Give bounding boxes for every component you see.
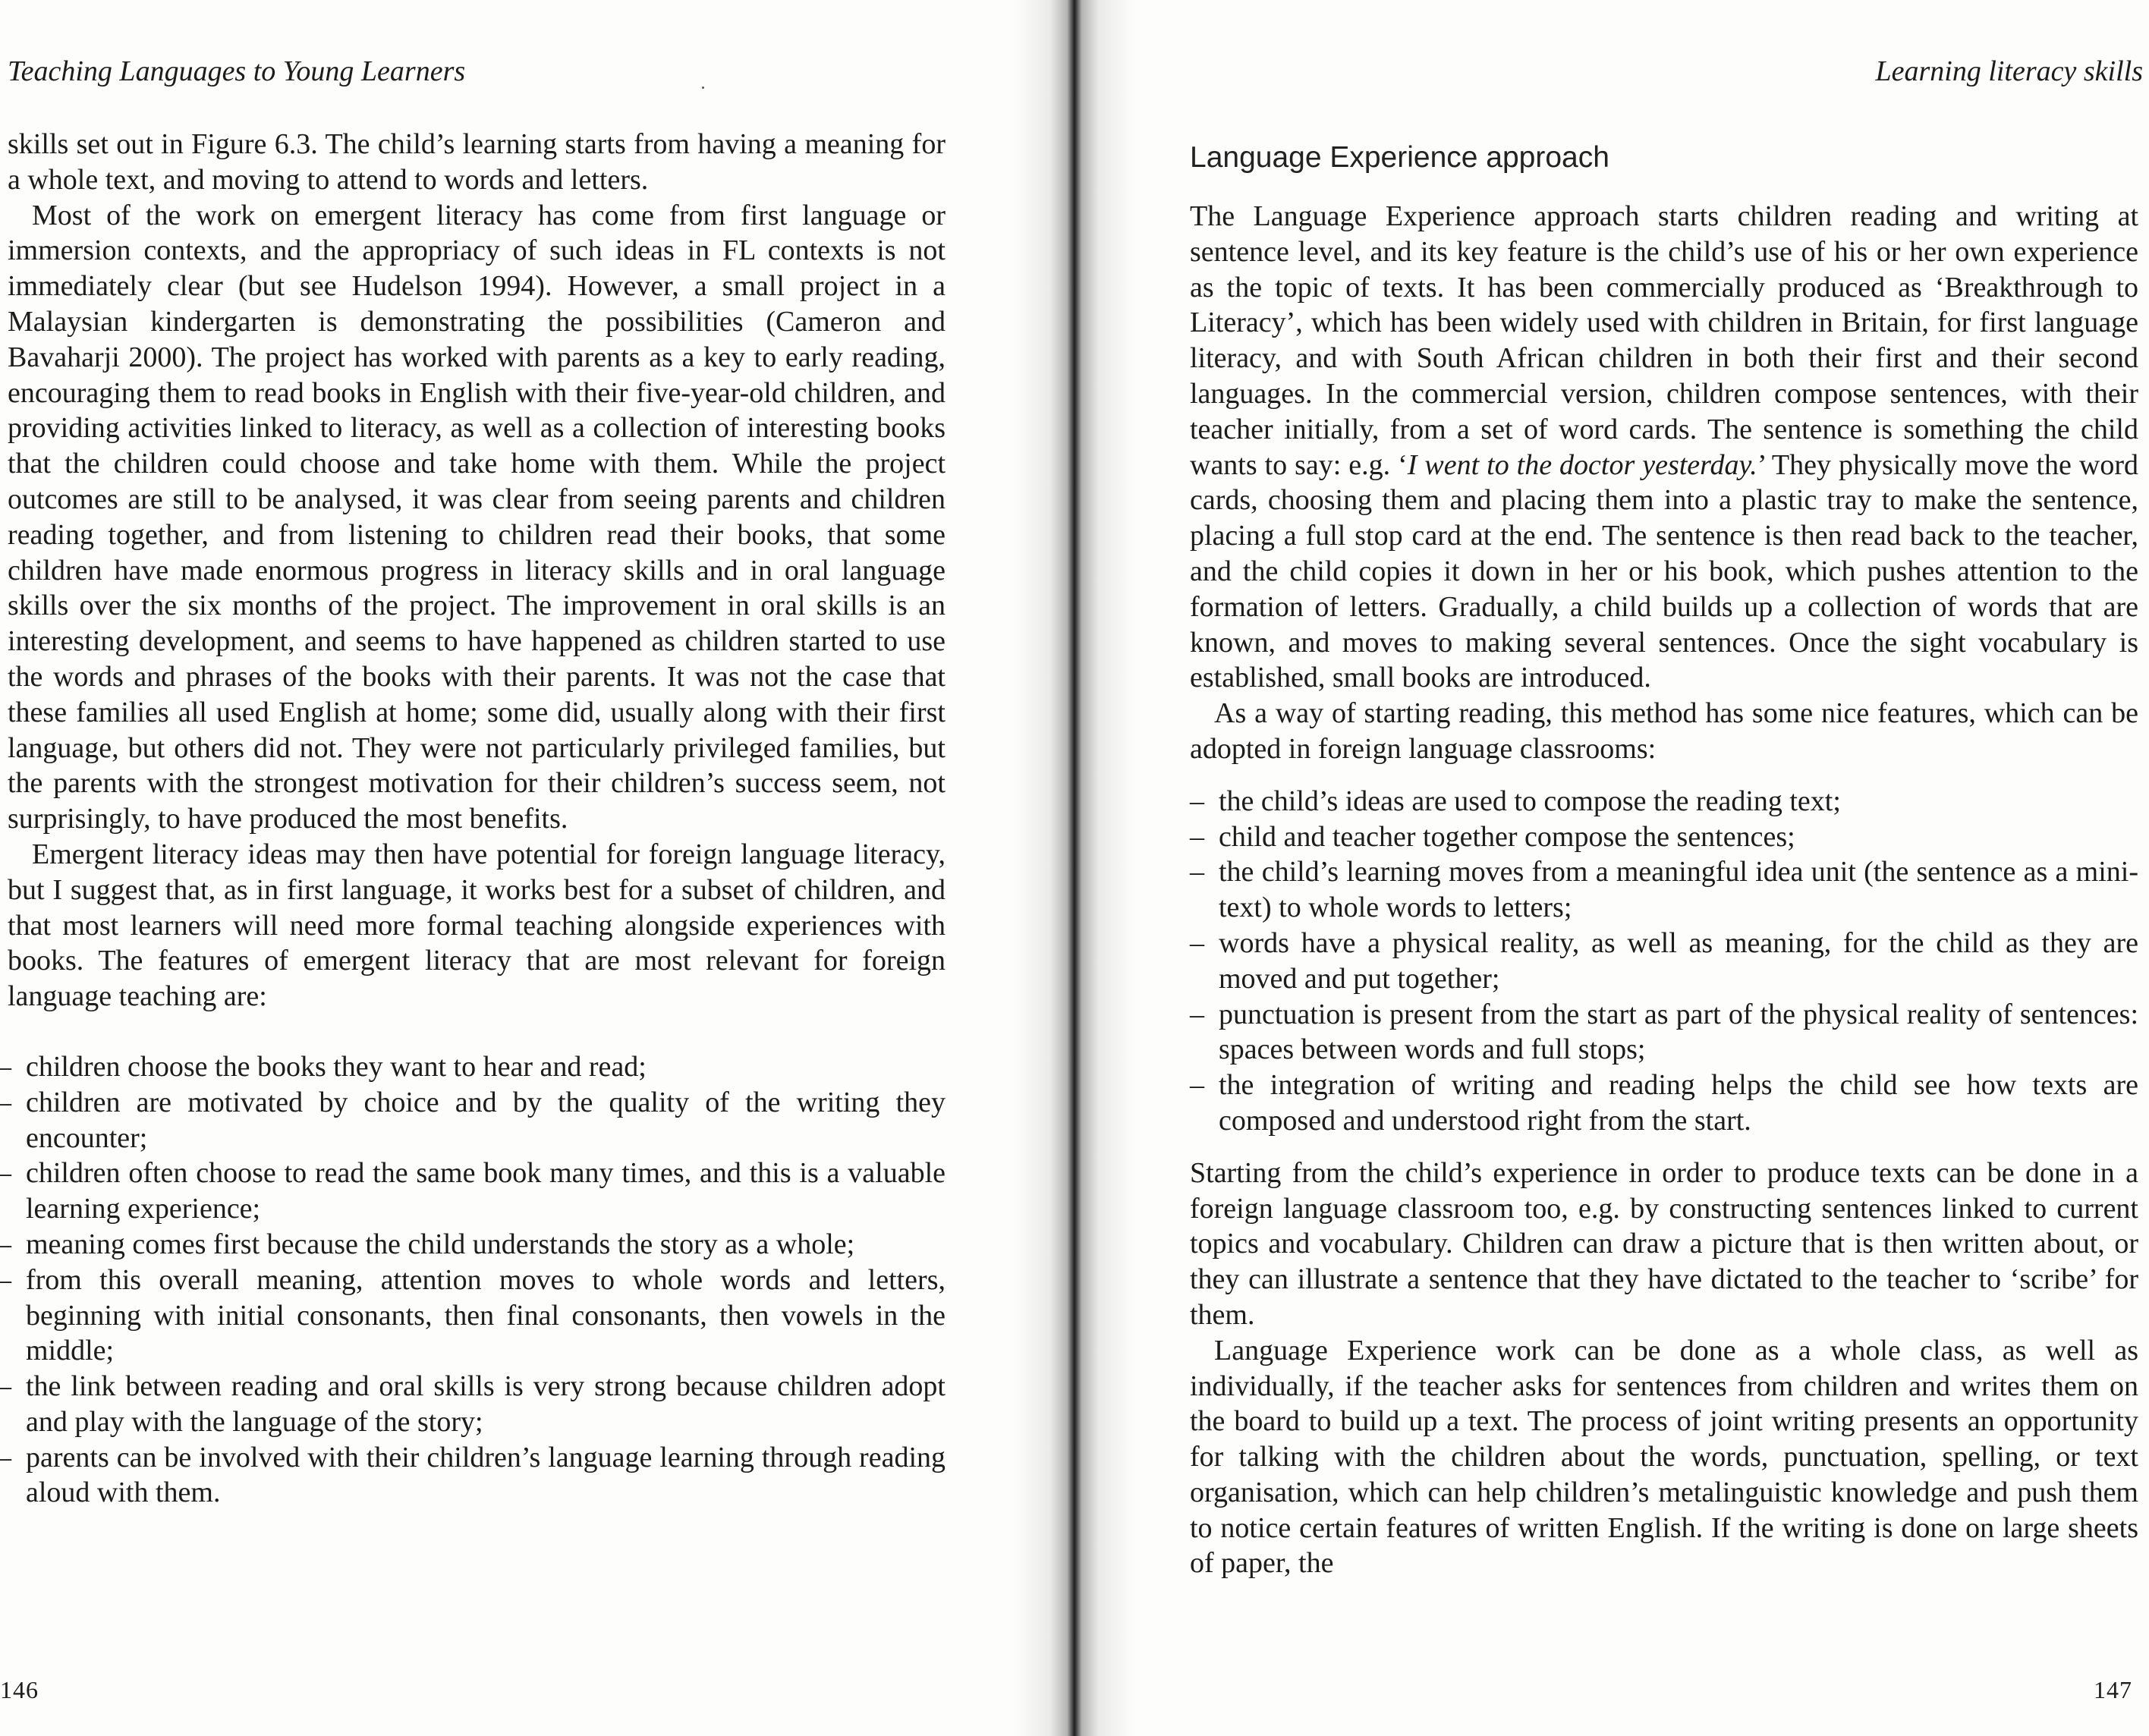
list-item: – from this overall meaning, attention moves to whole words and letters, beginning with initial consonants, then final consonants, then vowels in the middle; [0,1263,945,1369]
book-gutter [1014,0,1135,1736]
left-page-body [8,127,945,1511]
list-item: – the child’s ideas are used to compose the reading text; [1190,784,2138,819]
right-page-body [1190,199,2138,1581]
list-item: – meaning comes first because the child understands the story as a whole; [0,1227,945,1263]
paragraph-text: The Language Experience approach starts children reading and writing at sentence level, and its key feature is the child’s use of his or her own experience as the topic of texts. It has been commercially produced as ‘Breakthrough to Literacy’, which has been widely used with children in Britain, for first language literacy, and with South African children in both their first and their second languages. In the commercial version, children compose sentences, with their teacher initially, from a set of word cards. The sentence is something the child wants to say: e.g. ‘ [1190,200,2138,481]
paragraph: Starting from the child’s experience in order to produce texts can be done in a foreign language classroom too, e.g. by constructing sentences linked to current topics and vocabulary. Children can draw a picture that is then written about, or they can illustrate a sentence that they have dictated to the teacher to ‘scribe’ for them. [1190,1156,2138,1331]
paragraph: Emergent literacy ideas may then have potential for foreign language literacy, but I suggest that, as in first language, it works best for a subset of children, and that most learners will need more formal teaching alongside experiences with books. The features of emergent literacy that are most relevant for foreign language teaching are: [8,838,945,1013]
section-heading: Language Experience approach [1190,141,1609,174]
print-speck [702,86,704,89]
list-item: – children are motivated by choice and by the quality of the writing they encounter; [0,1085,945,1156]
list-item: – children often choose to read the same book many times, and this is a valuable learning experience; [0,1156,945,1227]
page-number-right: 147 [2094,1676,2132,1703]
list-item: – the child’s learning moves from a meaningful idea unit (the sentence as a mini-text) to whole words to letters; [1190,854,2138,926]
paragraph-continuation: skills set out in Figure 6.3. The child’s learning starts from having a meaning for a whole text, and moving to attend to words and letters. [8,128,945,196]
example-sentence: I went to the doctor yesterday. [1407,448,1757,481]
paragraph: Language Experience work can be done as a whole class, as well as individually, if the teacher asks for sentences from children and writes them on the board to build up a text. The process of joint writing presents an opportunity for talking with the children about the words, punctuation, spelling, or text organisation, which can help children’s metalinguistic knowledge and push them to notice certain features of written English. If the writing is done on large sheets of paper, the [1190,1334,2138,1580]
paragraph [1190,199,2138,696]
running-head-right: Learning literacy skills [1875,55,2143,87]
emergent-literacy-feature-list [0,1049,945,1511]
list-item: – the link between reading and oral skills is very strong because children adopt and play with the language of the story; [0,1369,945,1440]
list-item: – punctuation is present from the start as part of the physical reality of sentences: spaces between words and full stops; [1190,997,2138,1068]
method-feature-list [1190,784,2138,1139]
list-item: – children choose the books they want to hear and read; [0,1049,945,1085]
paragraph: As a way of starting reading, this method has some nice features, which can be adopted in foreign language classrooms: [1190,697,2138,765]
list-item: – words have a physical reality, as well as meaning, for the child as they are moved and put together; [1190,926,2138,997]
running-head-left: Teaching Languages to Young Learners [8,55,466,87]
list-item: – parents can be involved with their children’s language learning through reading aloud with them. [0,1440,945,1511]
right-page [1068,0,2149,1736]
page-number-left: 146 [0,1676,39,1703]
list-item: – child and teacher together compose the sentences; [1190,819,2138,855]
paragraph-text: ’ They physically move the word cards, choosing them and placing them into a plastic tray to make the sentence, placing a full stop card at the end. The sentence is then read back to the teacher, and the child copies it down in her or his book, which pushes attention to the formation of letters. Gradually, a child builds up a collection of words that are known, and moves to making several sentences. Once the sight vocabulary is established, small books are introduced. [1190,448,2138,694]
list-item: – the integration of writing and reading helps the child see how texts are composed and understood right from the start. [1190,1068,2138,1139]
left-page [0,0,1068,1736]
paragraph: Most of the work on emergent literacy has come from first language or immersion contexts, and the appropriacy of such ideas in FL contexts is not immediately clear (but see Hudelson 1994). However, a small project in a Malaysian kindergarten is demonstrating the possibilities (Cameron and Bavaharji 2000). The project has worked with parents as a key to early reading, encouraging them to read books in English with their five-year-old children, and providing activities linked to literacy, as well as a collection of interesting books that the children could choose and take home with them. While the project outcomes are still to be analysed, it was clear from seeing parents and children reading together, and from listening to children read their books, that some children have made enormous progress in literacy skills and in oral language skills over the six months of the project. The improvement in oral skills is an interesting development, and seems to have happened as children started to use the words and phrases of the books with their parents. It was not the case that these families all used English at home; some did, usually along with their first language, but others did not. They were not particularly privileged families, but the parents with the strongest motivation for their children’s success seem, not surprisingly, to have produced the most benefits. [8,199,945,835]
